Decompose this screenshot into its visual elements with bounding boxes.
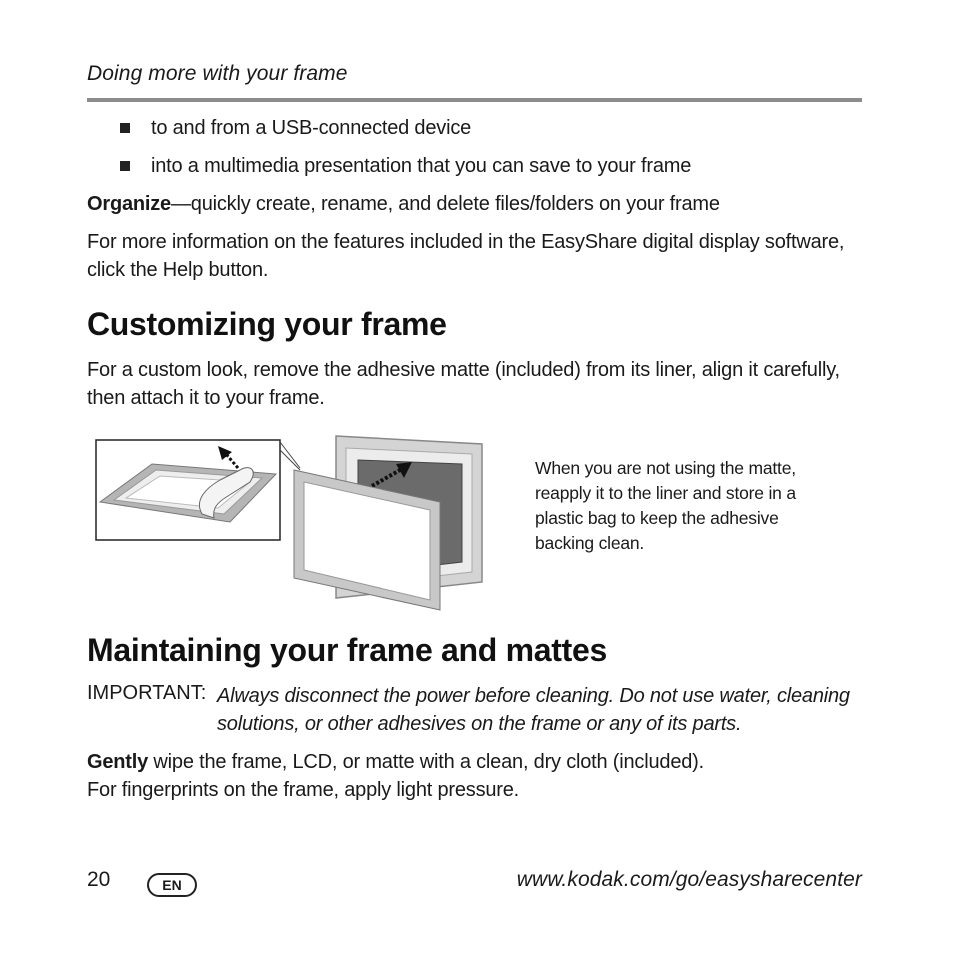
running-head: Doing more with your frame (87, 62, 348, 85)
gently-line (87, 748, 877, 776)
cleaning-paragraph (87, 748, 877, 804)
caption-line: plastic bag to keep the adhesive (535, 508, 779, 528)
gently-text: wipe the frame, LCD, or matte with a clean, dry cloth (included). (148, 751, 704, 773)
language-badge: EN (147, 873, 197, 897)
callout-line (280, 450, 300, 470)
bullet-square-icon (120, 161, 130, 171)
customizing-line-2: then attach it to your frame. (87, 387, 325, 409)
gently-term: Gently (87, 751, 149, 773)
footer-url[interactable]: www.kodak.com/go/easysharecenter (516, 868, 862, 891)
caption-line: reapply it to the liner and store in a (535, 483, 796, 503)
important-line-1: Always disconnect the power before cleaning. Do not use water, cleaning (217, 685, 850, 707)
fingerprints-line: For fingerprints on the frame, apply light pressure. (87, 779, 520, 801)
important-note (217, 682, 867, 738)
bullet-text: into a multimedia presentation that you can save to your frame (151, 155, 692, 177)
page-number: 20 (87, 868, 111, 891)
more-info-line-2: click the Help button. (87, 259, 269, 281)
organize-paragraph (87, 190, 720, 218)
list-item (120, 152, 691, 180)
customizing-paragraph (87, 356, 877, 412)
organize-term: Organize (87, 193, 171, 215)
maintaining-heading: Maintaining your frame and mattes (87, 632, 607, 668)
figure-caption (535, 456, 855, 556)
organize-text: —quickly create, rename, and delete files/folders on your frame (170, 193, 720, 215)
more-info-paragraph (87, 228, 877, 284)
more-info-line-1: For more information on the features included in the EasyShare digital display software, (87, 231, 845, 253)
customizing-heading: Customizing your frame (87, 306, 447, 342)
list-item (120, 114, 471, 142)
important-label: IMPORTANT: (87, 682, 207, 704)
caption-line: backing clean. (535, 533, 645, 553)
matte-illustration (90, 430, 500, 615)
bullet-text: to and from a USB-connected device (151, 117, 472, 139)
caption-line: When you are not using the matte, (535, 458, 796, 478)
callout-line (280, 442, 300, 468)
header-rule (87, 98, 862, 102)
important-line-2: solutions, or other adhesives on the frame or any of its parts. (217, 713, 742, 735)
customizing-line-1: For a custom look, remove the adhesive matte (included) from its liner, align it carefully, (87, 359, 840, 381)
bullet-square-icon (120, 123, 130, 133)
